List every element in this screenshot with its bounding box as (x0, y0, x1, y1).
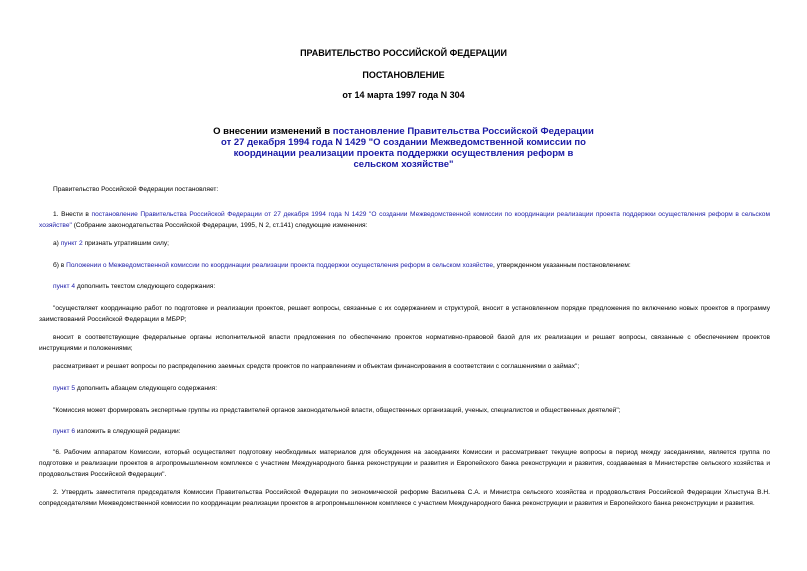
paragraph-point-5 (39, 383, 770, 394)
item-a-lead: а) (53, 240, 59, 247)
item-b-lead: б) в (53, 262, 65, 269)
paragraph-quote-proposals: вносит в соответствующие федеральные органы исполнительной власти предложения по обеспечению проектов нормативно-правовой базой для их реализации и решает вопросы, связанные с обеспечением проектов инструкциями и положениями; (39, 334, 770, 353)
item-1-lead: 1. Внести в (53, 211, 89, 218)
point-2-link[interactable]: пункт 2 (60, 240, 83, 247)
document-date-number: от 14 марта 1997 года N 304 (342, 90, 465, 100)
government-heading: ПРАВИТЕЛЬСТВО РОССИЙСКОЙ ФЕДЕРАЦИИ (300, 48, 507, 58)
regulation-link[interactable]: Положении о Межведомственной комиссии по координации реализации проекта поддержки осуществления реформ в сельском хозяйстве (66, 262, 494, 269)
paragraph-quote-coordination: "осуществляет координацию работ по подготовке и реализации проектов, решает вопросы, связанные с их содержанием и структурой, вносит в установленном порядке предложения по включению новых проектов в программу заимствований Российской Федерации в МБРР; (39, 305, 770, 324)
point-5-link[interactable]: пункт 5 (53, 385, 75, 392)
point-4-text: дополнить текстом следующего содержания: (76, 283, 216, 290)
document-type-heading: ПОСТАНОВЛЕНИЕ (362, 70, 445, 80)
item-a-tail: признать утратившим силу; (84, 240, 169, 247)
paragraph-item-2: 2. Утвердить заместителя председателя Комиссии Правительства Российской Федерации по экономической реформе Васильева С.А. и Министра сельского хозяйства и продовольствия Российской Федерации Хлыстуна В.Н. сопредседателями Межведомственной комиссии по координации реализации проектов в агропромышленном комплексе с участием Международного банка реконструкции и развития и Европейского банка реконструкции и развития. (39, 489, 770, 508)
paragraph-quote-funds: рассматривает и решает вопросы по распределению заемных средств проектов по направлениям и объектам финансирования в соответствии с соглашениями о займах"; (53, 363, 580, 370)
title-resolution-link[interactable]: постановление Правительства Российской Федерации от 27 декабря 1994 года N 1429 "О создании Межведомственной комиссии по координации реализации проекта поддержки осуществления реформ в сельском хозяйстве" (221, 126, 594, 170)
document-title (210, 126, 597, 170)
paragraph-preamble: Правительство Российской Федерации постановляет: (53, 186, 219, 193)
point-5-text: дополнить абзацем следующего содержания: (76, 385, 218, 392)
point-4-link[interactable]: пункт 4 (53, 283, 75, 290)
point-6-link[interactable]: пункт 6 (53, 428, 75, 435)
title-prefix: О внесении изменений в (213, 126, 331, 137)
paragraph-point-4 (39, 281, 770, 292)
point-6-text: изложить в следующей редакции: (76, 428, 181, 435)
item-b-tail: , утвержденном указанным постановлением: (493, 262, 631, 269)
paragraph-point-6 (39, 426, 770, 437)
resolution-1429-link[interactable]: постановление Правительства Российской Федерации от 27 декабря 1994 года N 1429 "О создании Межведомственной комиссии по координации реализации проекта поддержки осуществления реформ в сельском хозяйстве" (39, 211, 771, 230)
paragraph-quote-working-apparatus: "6. Рабочим аппаратом Комиссии, который осуществляет подготовку необходимых материалов для обсуждения на заседаниях Комиссии и рассматривает текущие вопросы в период между заседаниями, является группа по подготовке и реализации проектов в агропромышленном комплексе с участием Международного банка реконструкции и развития и Европейского банка реконструкции и развития, создаваемая в Министерстве сельского хозяйства и продовольствия Российской Федерации". (39, 449, 770, 479)
item-1-tail: (Собрание законодательства Российской Федерации, 1995, N 2, ст.141) следующие изменения: (73, 222, 368, 230)
paragraph-quote-expert-groups: "Комиссия может формировать экспертные группы из представителей органов законодательной власти, общественных организаций, ученых, специалистов и общественных деятелей"; (53, 407, 621, 414)
paragraph-item-b (39, 260, 770, 271)
paragraph-item-1 (39, 209, 770, 231)
paragraph-item-a (39, 238, 770, 249)
